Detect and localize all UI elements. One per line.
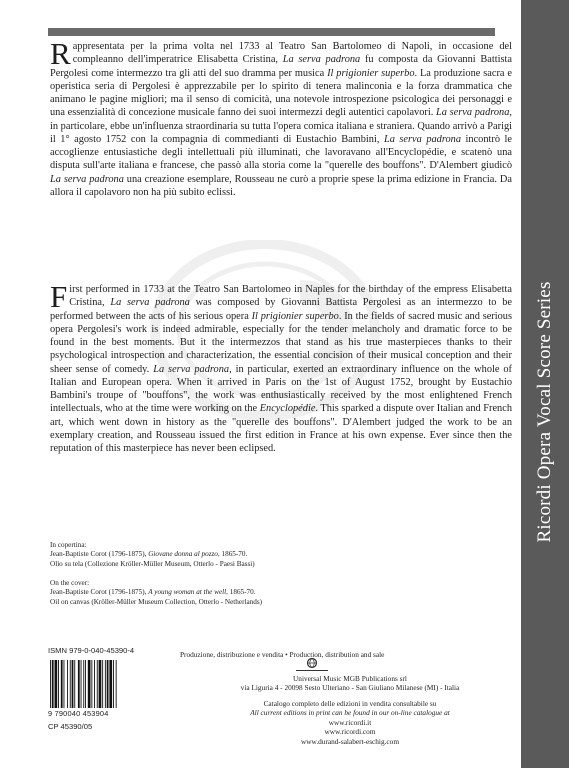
italian-description	[50, 36, 513, 199]
credits-heading-en: On the cover:	[50, 579, 90, 587]
production-line: Produzione, distribuzione e vendita • Production, distribution and sale	[180, 650, 385, 659]
barcode	[48, 660, 142, 708]
barcode-digits: 9 790040 453904	[48, 709, 109, 718]
italian-title-4: La serva padrona	[383, 133, 462, 145]
isbn-block	[48, 646, 144, 731]
credits-work-it: Giovane donna al pozzo	[148, 550, 218, 559]
english-description	[50, 279, 512, 455]
english-dropcap: F	[50, 279, 68, 314]
english-text-4: , in particular, exerted an extraordinary influence on the whole of Italian and European opera. When it arrived in Paris on the 1st of August 1752, brought by Eustachio Bambini's troupe of "bouffons", the work was enthusiastically received by the most enlightened French intellectuals, who at the time were working on the	[50, 363, 512, 415]
credits-work-en: A young woman at the well	[148, 588, 227, 597]
catalog-note-en: All current editions in print can be found in our on-line catalogue at	[250, 708, 450, 717]
catalog-number: CP 45390/05	[48, 722, 93, 731]
italian-text-2: fu composta da Giovanni Battista Pergolesi come intermezzo tra gli atti del suo dramma per musica	[50, 54, 512, 79]
credits-medium-en: Oil on canvas (Kröller-Müller Museum Collection, Otterlo - Netherlands)	[50, 597, 263, 606]
credits-date-it: , 1865-70.	[217, 550, 248, 559]
credits-date-en: , 1865-70.	[226, 588, 256, 597]
isbn-number: ISMN 979-0-040-45390-4	[48, 646, 135, 655]
cover-credits-english	[50, 579, 350, 607]
italian-title-3: La serva padrona	[435, 107, 510, 119]
credits-artist-it: Jean-Baptiste Corot (1796-1875),	[50, 550, 149, 559]
company-address: via Liguria 4 - 20098 Sesto Ulteriano - San Giuliano Milanese (MI) - Italia	[240, 683, 460, 692]
cover-credits-italian	[50, 541, 350, 569]
italian-title-2: Il prigionier superbo	[327, 67, 415, 79]
top-rule	[48, 28, 495, 36]
english-text-3: . In the fields of sacred music and serious opera Pergolesi's work is indeed admirable, especially for the tender melancholy and dramatic force to be found in the best moments. But it the intermezzos that stand as his true masterpieces thanks to their psychological introspection and characterization, the essential concision of their musical conception and their sheer sense of comedy.	[50, 310, 512, 375]
italian-title-5: La serva padrona	[50, 173, 124, 185]
english-title-3: La serva padrona	[153, 363, 230, 375]
credits-medium-it: Olio su tela (Collezione Kröller-Müller Museum, Otterlo - Paesi Bassi)	[50, 559, 255, 568]
english-text-1: irst performed in 1733 at the Teatro San Bartolomeo in Naples for the birthday of the empress Elisabetta Cristina,	[69, 284, 512, 309]
credits-heading-it: In copertina:	[50, 541, 87, 549]
english-title-2: Il prigionier superbo	[251, 310, 339, 322]
english-title-1: La serva padrona	[110, 297, 190, 309]
catalog-note-it: Catalogo completo delle edizioni in vendita consultabile su	[263, 698, 437, 708]
italian-text-1: appresentata per la prima volta nel 1733 al Teatro San Bartolomeo di Napoli, in occasione del compleanno dell'imperatrice Elisabetta Cristina,	[72, 41, 512, 66]
company-name: Universal Music MGB Publications srl	[293, 673, 407, 683]
url-ricordi-it[interactable]: www.ricordi.it	[328, 717, 372, 727]
url-durand[interactable]: www.durand-salabert-eschig.com	[301, 736, 399, 746]
publisher-info	[180, 650, 520, 746]
english-text-5: . This sparked a dispute over Italian and French art, which went down in history as the "querelle des bouffons". D'Alembert judged the work to be an exemplary creation, and Rousseau issued the first edition in France at his own expense. Ever since then the reputation of this masterpiece has never been eclipsed.	[50, 403, 512, 454]
credits-artist-en: Jean-Baptiste Corot (1796-1875),	[50, 588, 149, 597]
italian-text-6: una creazione esemplare, Rousseau ne curò a proprie spese la prima edizione in Francia. Da allora il capolavoro non ha più subito eclissi.	[50, 173, 512, 198]
english-text-2: was composed by Giovanni Battista Pergolesi as an intermezzo to be performed between the acts of his serious opera	[50, 297, 512, 322]
italian-text-4: , in particolare, ebbe un'influenza straordinaria su tutta l'opera comica italiana e straniera. Quando arrivò a Parigi il 1° agosto 1752 con la compagnia di commedianti di Eustachio Bambini,	[50, 107, 512, 145]
italian-title-1: La serva padrona	[282, 54, 361, 66]
italian-dropcap: R	[50, 36, 71, 71]
url-ricordi-com[interactable]: www.ricordi.com	[324, 727, 376, 736]
italian-text-3: . La produzione sacra e operistica seria di Pergolesi è apprezzabile per lo spirito di tenera malinconia e la forza drammatica che animano le pagine migliori; ma il senso di comicità, una notevole introspezione psicologica dei personaggi e una essenzialità di concezione musicale fanno dei suoi intermezzi degli autentici capolavori.	[50, 67, 512, 119]
series-title: Ricordi Opera Vocal Score Series	[534, 281, 555, 543]
english-title-4: Encyclopédie	[259, 403, 316, 415]
italian-text-5: incontrò le accoglienze entusiastiche degli intellettuali più illuminati, che lavoravano all'Encyclopédie, e scatenò una disputa sull'arte italiana e francese, che passò alla storia come la "querelle des bouffons". D'Alembert giudicò	[50, 133, 513, 172]
